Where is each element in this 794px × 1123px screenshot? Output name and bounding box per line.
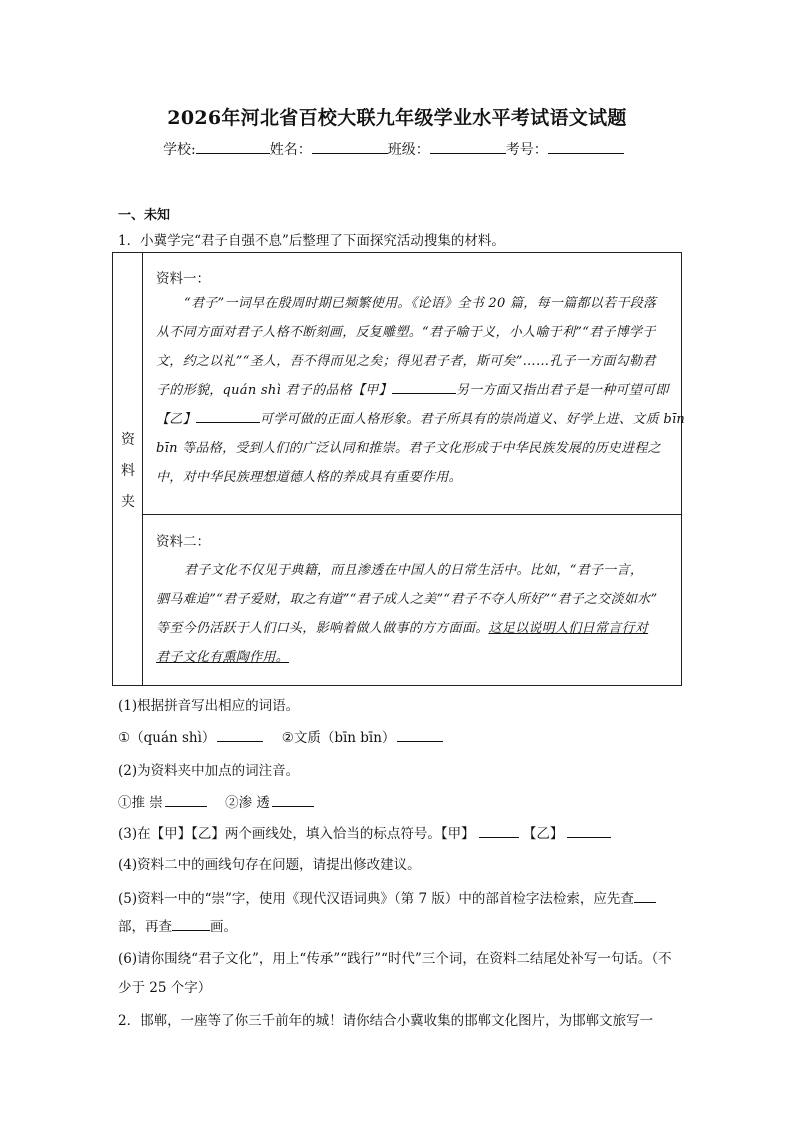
item-label: 【乙】 [522,826,564,842]
answer-blank[interactable] [567,825,611,838]
answer-blank[interactable] [397,729,443,742]
sub-question-6: (6)请你围绕“君子文化”，用上“传承”“践行”“时代”三个词，在资料二结尾处补写一句话。（不 [118,951,672,967]
text-line: 君子文化不仅见于典籍，而且渗透在中国人的日常生活中。比如，“君子一言， [184,563,644,578]
item-label: ②文质（bīn bīn） [281,730,396,746]
material-folder-table [112,252,686,686]
text-line: 驷马难追”“君子爱财，取之有道”“君子成人之美”“君子不夺人所好”“君子之交淡如水” [156,592,658,607]
text-line: 文，约之以礼”“圣人，吾不得而见之矣；得见君子者，斯可矣”……孔子一方面勾勒君 [156,354,656,369]
text-line [156,376,685,405]
sub-question-5-cont [118,915,237,935]
answer-blank[interactable] [217,729,263,742]
question-2-stem: 2．邯郸，一座等了你三千前年的城！请你结合小冀收集的邯郸文化图片，为邯郸文旅写一 [118,1013,654,1029]
exam-title: 2026年河北省百校大联九年级学业水平考试语文试题 [167,107,627,129]
folder-side-label [113,253,143,685]
material-2-label: 资料二： [156,534,210,550]
item-label: (5)资料一中的“崇”字，使用《现代汉语词典》（第 7 版）中的部首检字法检索，应先查 [118,891,634,907]
sub-question-5 [118,887,656,907]
text-fragment: 子的形貌，quán shì 君子的品格【甲】 [156,383,392,398]
answer-blank[interactable] [479,825,519,838]
class-label: 班级： [387,142,430,158]
sub-question-3 [118,822,611,842]
underlined-sentence: 这足以说明人们日常言行对 [488,621,649,636]
text-fragment: 【乙】 [156,412,196,427]
text-line [156,405,685,434]
text-fragment: 可学可做的正面人格形象。君子所具有的崇尚道义、好学上进、文质 bīn [259,412,686,427]
sub-question-2: (2)为资料夹中加点的词注音。 [118,763,300,779]
side-char: 料 [121,463,135,479]
text-line [156,614,657,643]
material-1-label: 资料一： [156,271,210,287]
sub-question-1: (1)根据拼音写出相应的词语。 [118,698,300,714]
table-divider [143,514,681,515]
material-1-text [156,289,685,492]
name-label: 姓名： [269,142,312,158]
blank-jia[interactable] [392,381,456,394]
number-label: 考号： [505,142,548,158]
text-fragment: 等至今仍活跃于人们口头，影响着做人做事的方方面面。 [156,621,489,636]
item-label: ②渗 透 [225,795,270,811]
item-label: ①（quán shì） [118,730,216,746]
item-label: 画。 [210,919,237,935]
text-line: 中，对中华民族理想道德人格的养成具有重要作用。 [156,470,462,485]
side-char: 夹 [121,494,135,510]
question-1-stem: 1．小冀学完“君子自强不息”后整理了下面探究活动搜集的材料。 [118,233,505,249]
text-fragment: 另一方面又指出君子是一种可望可即 [455,383,669,398]
name-blank[interactable] [312,139,388,154]
sub-question-4: (4)资料二中的画线句存在问题，请提出修改建议。 [118,857,421,873]
school-label: 学校: [163,142,196,158]
school-blank[interactable] [196,139,270,154]
sub-question-2-items [118,791,314,811]
student-info-line [163,139,624,159]
number-blank[interactable] [548,139,624,154]
underlined-sentence: 君子文化有熏陶作用。 [156,650,290,665]
answer-blank[interactable] [634,890,656,903]
class-blank[interactable] [430,139,506,154]
item-label: ①推 崇 [118,795,163,811]
sub-question-1-items [118,726,443,746]
section-heading: 一、未知 [118,208,171,223]
item-label: (3)在【甲】【乙】两个画线处，填入恰当的标点符号。【甲】 [118,826,475,842]
text-line: bīn 等品格，受到人们的广泛认同和推崇。君子文化形成于中华民族发展的历史进程之 [156,441,661,456]
blank-yi[interactable] [196,410,260,423]
material-2-text [156,556,657,672]
side-char: 资 [121,432,135,448]
answer-blank[interactable] [165,794,207,807]
answer-blank[interactable] [172,918,210,931]
text-line: 从不同方面对君子人格不断刻画，反复雕塑。“君子喻于义，小人喻于利”“君子博学于 [156,325,656,340]
sub-question-6-cont: 少于 25 个字） [118,980,212,996]
text-line: “君子”一词早在殷周时期已频繁使用。《论语》全书 20 篇，每一篇都以若干段落 [184,296,657,311]
item-label: 部，再查 [118,919,172,935]
answer-blank[interactable] [272,794,314,807]
